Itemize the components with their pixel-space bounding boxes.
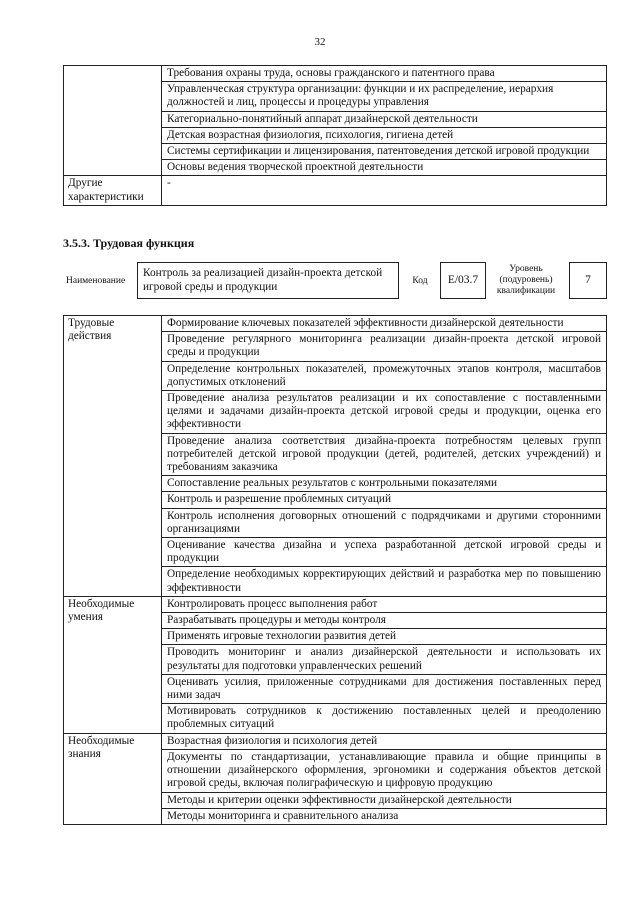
list-item: Формирование ключевых показателей эффективности дизайнерской деятельности <box>162 316 607 332</box>
level-box: 7 <box>569 262 607 299</box>
code-box: E/03.7 <box>440 262 486 299</box>
list-item: - <box>162 176 607 205</box>
list-item: Основы ведения творческой проектной деятельности <box>162 160 607 176</box>
list-item: Мотивировать сотрудников к достижению поставленных целей и преодолению проблемных ситуаций <box>162 704 607 733</box>
list-item: Проведение регулярного мониторинга реализации дизайн-проекта детской игровой среды и продукции <box>162 332 607 361</box>
list-item: Сопоставление реальных результатов с контрольными показателями <box>162 476 607 492</box>
list-item: Оценивание качества дизайна и успеха разработанной детской игровой среды и продукции <box>162 538 607 567</box>
list-item: Возрастная физиология и психология детей <box>162 733 607 749</box>
list-item: Документы по стандартизации, устанавливающие правила и общие принципы в отношении дизайнерского оформления, эргономики и содержания объектов детской игровой среды, включая полиграфическую и цифровую продукцию <box>162 749 607 792</box>
list-item: Контроль исполнения договорных отношений с подрядчиками и другими сторонними организациями <box>162 508 607 537</box>
list-item: Проведение анализа результатов реализации и их сопоставление с поставленными целями и задачами дизайн-проекта детской игровой среды и продукции, оценка его эффективности <box>162 391 607 434</box>
list-item: Методы и критерии оценки эффективности дизайнерской деятельности <box>162 792 607 808</box>
row-label: Другие характеристики <box>64 176 162 205</box>
list-item: Определение контрольных показателей, промежуточных этапов контроля, масштабов допустимых отклонений <box>162 361 607 390</box>
list-item: Проведение анализа соответствия дизайна-проекта потребностям целевых групп потребителей детской игровой продукции (детей, родителей, детских учреждений) и требованиям заказчика <box>162 433 607 476</box>
list-item: Контролировать процесс выполнения работ <box>162 596 607 612</box>
name-label: Наименование <box>66 276 126 286</box>
list-item: Требования охраны труда, основы гражданского и патентного права <box>162 66 607 82</box>
list-item: Управленческая структура организации: функции и их распределение, иерархия должностей и лиц, процессы и процедуры управления <box>162 82 607 111</box>
group-label-actions: Трудовые действия <box>64 316 162 597</box>
list-item: Категориально-понятийный аппарат дизайнерской деятельности <box>162 111 607 127</box>
group-label-skills: Необходимые умения <box>64 596 162 733</box>
list-item: Оценивать усилия, приложенные сотрудниками для достижения поставленных перед ними задач <box>162 674 607 703</box>
table-row <box>64 596 607 612</box>
table-row <box>64 176 607 205</box>
list-item: Системы сертификации и лицензирования, патентоведения детской игровой продукции <box>162 144 607 160</box>
page-number: 32 <box>314 36 326 48</box>
row-label <box>64 66 162 176</box>
group-label-knowledge: Необходимые знания <box>64 733 162 824</box>
knowledge-table-continued <box>63 65 607 206</box>
list-item: Проводить мониторинг и анализ дизайнерской деятельности и использовать их результаты для подготовки управленческих решений <box>162 645 607 674</box>
level-label: Уровень (подуровень) квалификации <box>496 264 556 296</box>
list-item: Применять игровые технологии развития детей <box>162 629 607 645</box>
table-row <box>64 316 607 332</box>
labor-function-table <box>63 315 607 825</box>
list-item: Детская возрастная физиология, психология, гигиена детей <box>162 127 607 143</box>
section-title: 3.5.3. Трудовая функция <box>63 236 195 250</box>
list-item: Разрабатывать процедуры и методы контроля <box>162 613 607 629</box>
function-name-box: Контроль за реализацией дизайн-проекта детской игровой среды и продукции <box>137 262 399 299</box>
list-item: Определение необходимых корректирующих действий и разработка мер по повышению эффективности <box>162 567 607 596</box>
table-row <box>64 733 607 749</box>
code-label: Код <box>412 276 428 286</box>
table-row <box>64 66 607 82</box>
list-item: Контроль и разрешение проблемных ситуаций <box>162 492 607 508</box>
list-item: Методы мониторинга и сравнительного анализа <box>162 808 607 824</box>
